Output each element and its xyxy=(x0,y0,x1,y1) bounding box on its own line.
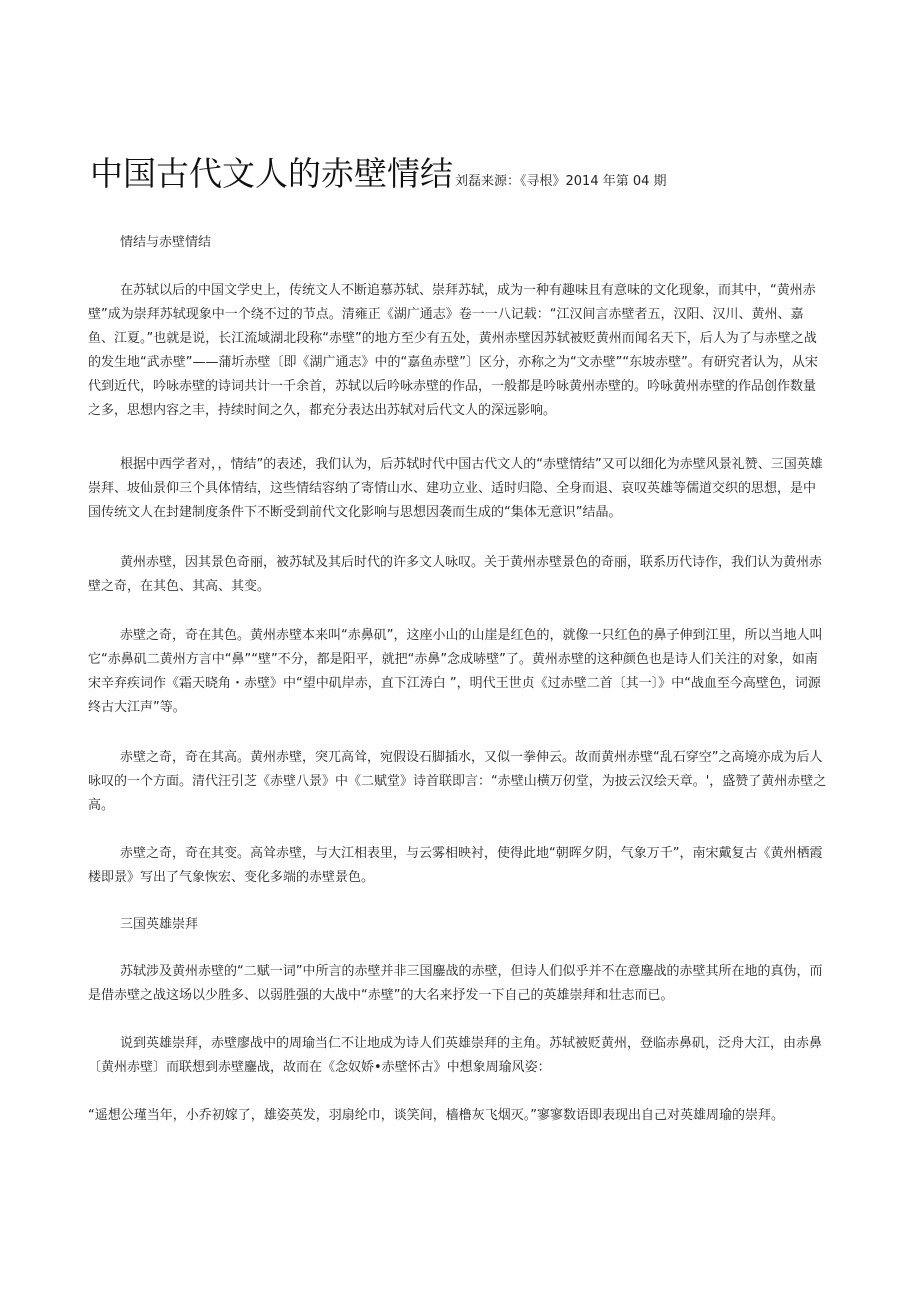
paragraph-2: 根据中西学者对，，情结”的表述，我们认为，后苏轼时代中国古代文人的“赤壁情结”又可以细化为赤壁风景礼赞、三国英雄崇拜、坡仙景仰三个具体情结，这些情结容纳了寄情山水、建功立业、适时归隐、全身而退、哀叹英雄等儒道交织的思想，是中国传统文人在封建制度条件下不断受到前代文化影响与思想因袭而生成的“集体无意识”结晶。 xyxy=(88,457,823,520)
paragraph-7: 苏轼涉及黄州赤壁的“二赋一词”中所言的赤壁并非三国鏖战的赤壁，但诗人们似乎并不在意鏖战的赤壁其所在地的真伪，而是借赤壁之战这场以少胜多、以弱胜强的大战中“赤壁”的大名来抒发一下自己的英雄崇拜和壮志而已。 xyxy=(88,964,823,1003)
paragraph-3: 黄州赤壁，因其景色奇丽，被苏轼及其后时代的许多文人咏叹。关于黄州赤壁景色的奇丽，联系历代诗作，我们认为黄州赤壁之奇，在其色、其高、其变。 xyxy=(88,555,823,594)
paragraph-6: 赤壁之奇，奇在其变。高耸赤壁，与大江相表里，与云雾相映衬，使得此地“朝晖夕阴，气象万千”，南宋戴复古《黄州栖霞楼即景》写出了气象恢宏、变化多端的赤壁景色。 xyxy=(88,846,823,885)
section-heading-sanguo: 三国英雄崇拜 xyxy=(120,917,199,932)
section-heading-qingjie: 情结与赤壁情结 xyxy=(120,235,212,250)
article-byline: 刘磊来源：《寻根》2014 年第 04 期 xyxy=(455,174,667,189)
paragraph-9-quote: “遥想公瑾当年，小乔初嫁了，雄姿英发，羽扇纶巾，谈笑间，樯橹灰飞烟灭。”寥寥数语即表现出自己对英雄周瑜的崇拜。 xyxy=(88,1108,784,1123)
article-title: 中国古代文人的赤壁情结 xyxy=(90,154,453,193)
paragraph-5: 赤壁之奇，奇在其高。黄州赤壁，突兀高耸，宛假设石脚插水，又似一拳伸云。故而黄州赤壁“乱石穿空”之高境亦成为后人咏叹的一个方面。清代汪引芝《赤壁八景》中《二赋堂》诗首联即言：“赤壁山横万仞堂，为披云汉绘天章。'，盛赞了黄州赤壁之高。 xyxy=(88,750,827,813)
paragraph-1: 在苏轼以后的中国文学史上，传统文人不断追慕苏轼、崇拜苏轼，成为一种有趣味且有意味的文化现象，而其中，“黄州赤壁”成为崇拜苏轼现象中一个绕不过的节点。清雍正《湖广通志》卷一一八记载：“江汉间言赤壁者五，汉阳、汉川、黄州、嘉鱼、江夏。”也就是说，长江流域湖北段称“赤壁”的地方至少有五处，黄州赤壁因苏轼被贬黄州而闻名天下，后人为了与赤壁之战的发生地“武赤壁”——蒲圻赤壁〔即《湖广通志》中的“嘉鱼赤壁”〕区分，亦称之为“文赤壁”“东坡赤壁”。有研究者认为，从宋代到近代，吟咏赤壁的诗词共计一千余首，苏轼以后吟咏赤壁的作品，一般都是吟咏黄州赤壁的。吟咏黄州赤壁的作品创作数量之多，思想内容之丰，持续时间之久，都充分表达出苏轼对后代文人的深远影响。 xyxy=(88,283,818,418)
paragraph-8: 说到英雄崇拜，赤壁廖战中的周瑜当仁不让地成为诗人们英雄崇拜的主角。苏轼被贬黄州，登临赤鼻矶，泛舟大江，由赤鼻〔黄州赤壁〕而联想到赤壁鏖战，故而在《念奴娇•赤壁怀古》中想象周瑜风姿： xyxy=(88,1036,823,1075)
title-line xyxy=(90,152,850,204)
paragraph-4: 赤壁之奇，奇在其色。黄州赤壁本来叫“赤鼻矶”，这座小山的山崖是红色的，就像一只红色的鼻子伸到江里，所以当地人叫它“赤鼻矶二黄州方言中“鼻”“壁”不分，都是阳平，就把“赤鼻”念成哧壁”了。黄州赤壁的这种颜色也是诗人们关注的对象，如南宋辛弃疾词作《霜天晓角・赤壁》中“望中矶岸赤，直下江涛白 ”，明代王世贞《过赤壁二首〔其一〕》中“战血至今高壁色，词源终古大江声”等。 xyxy=(88,628,823,715)
